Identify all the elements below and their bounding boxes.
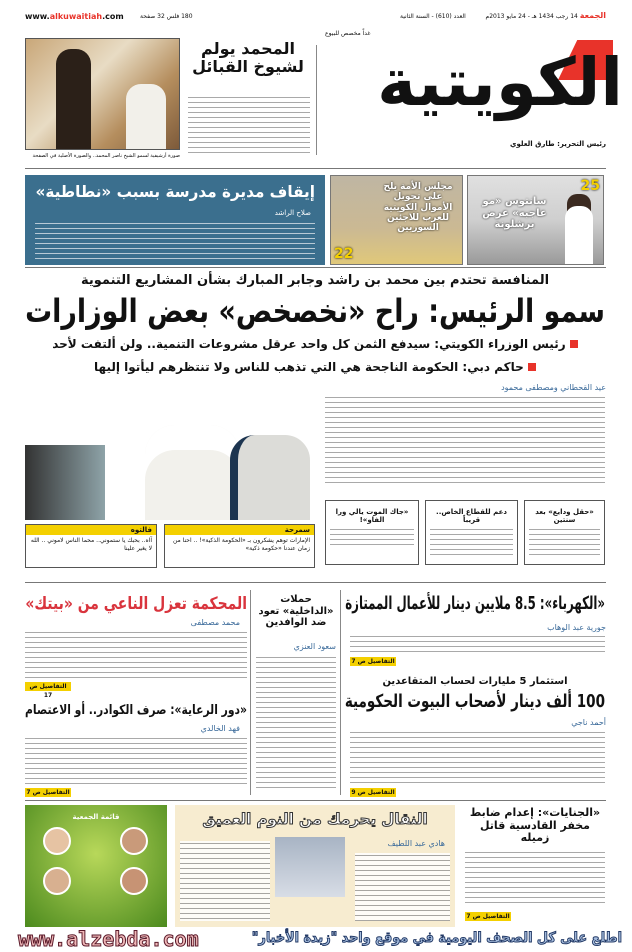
url-prefix: www. <box>25 12 50 21</box>
interior-headline[interactable]: حملات «الداخلية» تعود ضد الوافدين <box>258 594 334 628</box>
footer-slogan: اطلع على كل الصحف اليومية في موقع واحد "زبدة الأخبار" <box>251 930 622 946</box>
editor-in-chief: رئيس التحرير: طارق العلوي <box>510 140 606 148</box>
pension-headline[interactable]: 100 ألف دينار لأصحاب البيوت الحكومية <box>344 691 605 712</box>
url-suffix: .com <box>102 12 124 21</box>
avatar <box>120 827 148 855</box>
logo <box>325 40 623 130</box>
bullet-icon <box>528 363 536 371</box>
details-ref[interactable]: التفاصيل ص 7 <box>466 913 510 920</box>
side-box-title: «حقل ودايع» بعد سنتين <box>535 508 594 525</box>
electricity-headline[interactable]: «الكهرباء»: 8.5 ملايين دينار للأعمال الممتازة <box>345 593 605 614</box>
column-box-1[interactable] <box>164 524 315 568</box>
court-headline[interactable]: المحكمة تعزل الناعي من «بيتك» <box>25 594 248 614</box>
lead-headline[interactable]: سمو الرئيس: راح «نخصخص» بعض الوزارات <box>25 292 605 330</box>
logo-text: الكويتية <box>377 44 623 121</box>
side-box-title: «جاك الموت يالي ورا الفاو»! <box>335 508 409 525</box>
side-box-text <box>330 527 414 547</box>
date-line <box>486 11 607 20</box>
top-story-caption: صورة أرشيفية لسمو الشيخ ناصر المحمد.. والصورة الأصلية في الصفحة <box>32 153 180 159</box>
side-box-title: دعم للقطاع الخاص.. قريباً <box>436 508 507 525</box>
pension-kicker: استثمار 5 مليارات لحساب المتقاعدين <box>382 676 568 687</box>
care-homes-headline[interactable]: «دور الرعاية»: صرف الكوادر.. أو الاعتصام <box>24 703 248 718</box>
feature-text <box>180 841 270 921</box>
top-story-headline[interactable]: المحمد يولم لشيوخ القبائل <box>192 39 304 77</box>
crime-headline[interactable]: «الجنايات»: إعدام ضابط مخفر القادسية قاتل زميله <box>469 806 601 845</box>
feature-box-phone-sleep[interactable] <box>175 805 455 927</box>
story-text <box>350 634 605 654</box>
details-ref[interactable]: التفاصيل ص 9 <box>351 789 395 796</box>
byline: أحمد ناجي <box>571 718 606 727</box>
side-box-2[interactable] <box>425 500 518 565</box>
story-text <box>256 655 336 790</box>
side-box-1[interactable] <box>524 500 605 565</box>
lead-text <box>325 395 605 485</box>
list-title: قائمة الجمعية <box>72 813 120 821</box>
side-box-3[interactable] <box>325 500 419 565</box>
byline: سعود العنزي <box>293 642 336 651</box>
price: 180 فلس 32 صفحة <box>140 13 193 20</box>
tagline: غداً مخصص للبيوع <box>325 30 371 37</box>
teaser-box-school[interactable] <box>25 175 325 265</box>
bullet-icon <box>570 340 578 348</box>
lead-subhead-2 <box>25 361 605 375</box>
teaser-byline: صلاح الراشد <box>274 209 311 217</box>
lead-photo <box>25 425 315 520</box>
side-box-text <box>430 527 513 555</box>
teaser-headline: إيقاف مديرة مدرسة بسبب «نطاطية» <box>35 182 316 201</box>
side-box-text <box>529 527 600 555</box>
footer-banner[interactable] <box>0 927 632 952</box>
top-story-text <box>188 95 310 153</box>
teaser-box-santos[interactable] <box>467 175 604 265</box>
website-link[interactable] <box>25 12 124 21</box>
top-story-photo <box>25 38 180 150</box>
page-number: 25 <box>580 178 600 194</box>
column-text: الإمارات توهم يشكرون بـ «الحكومة الذكية»! .. احنا من زمان عندنا «حكومة ذكية» <box>172 537 310 553</box>
avatar <box>43 827 71 855</box>
story-text <box>25 736 247 784</box>
avatar <box>43 867 71 895</box>
story-text <box>465 850 605 906</box>
subhead-text: رئيس الوزراء الكويتي: سيدفع الثمن كل واحد عرقل مشروعات التنمية.. ولن ألتفت لأحد <box>52 337 566 351</box>
byline: جورية عبد الوهاب <box>547 623 606 632</box>
details-ref[interactable]: التفاصيل ص 7 <box>351 658 395 665</box>
lead-kicker: المنافسة تحتدم بين محمد بن راشد وجابر المبارك بشأن المشاريع التنموية <box>80 273 550 288</box>
subhead-text: حاكم دبي: الحكومة الناجحة هي التي تذهب للناس ولا تنتظرهم ليأتوا إليها <box>94 360 524 374</box>
sleeping-man-photo <box>275 837 345 897</box>
teaser-headline: مجلس الأمة يلح على تحويل الأموال الكويتية للعرب للاجئين السوريين <box>383 182 453 234</box>
day: الجمعة <box>579 11 606 20</box>
feature-headline: النقال يحرمك من النوم العميق <box>202 810 428 828</box>
details-ref[interactable]: التفاصيل ص 17 <box>25 682 71 691</box>
date: 14 رجب 1434 هـ - 24 مايو 2013م <box>485 13 578 20</box>
feature-text <box>355 853 450 921</box>
lead-byline: عيد القحطاني ومصطفى محمود <box>501 383 606 392</box>
lead-subhead-1 <box>25 338 605 352</box>
story-text <box>350 730 605 785</box>
avatar <box>120 867 148 895</box>
teaser-box-parliament[interactable] <box>330 175 463 265</box>
society-list-box[interactable] <box>25 805 167 927</box>
issue-number: العدد (610) - السنة الثانية <box>400 13 466 20</box>
details-ref[interactable]: التفاصيل ص 7 <box>26 789 70 796</box>
teaser-text <box>35 221 315 261</box>
column-title: فالتوه <box>26 525 156 535</box>
footer-url[interactable]: www.alzebda.com <box>18 927 199 951</box>
column-title: سمرحة <box>165 525 314 535</box>
page-number: 22 <box>334 246 354 262</box>
byline: هادي عبد اللطيف <box>387 839 445 848</box>
column-text: آاه.. بحبك يا ستموني.. محما الناس لاموني .. الله لا يغير علينا <box>30 537 152 553</box>
column-box-2[interactable] <box>25 524 157 568</box>
teaser-headline: سانتوس «مو عاجبه» عرض برشلونة <box>482 196 547 230</box>
url-brand: alkuwaitiah <box>49 12 103 21</box>
byline: محمد مصطفى <box>190 618 240 627</box>
byline: فهد الخالدي <box>200 724 240 733</box>
story-text <box>25 630 247 678</box>
